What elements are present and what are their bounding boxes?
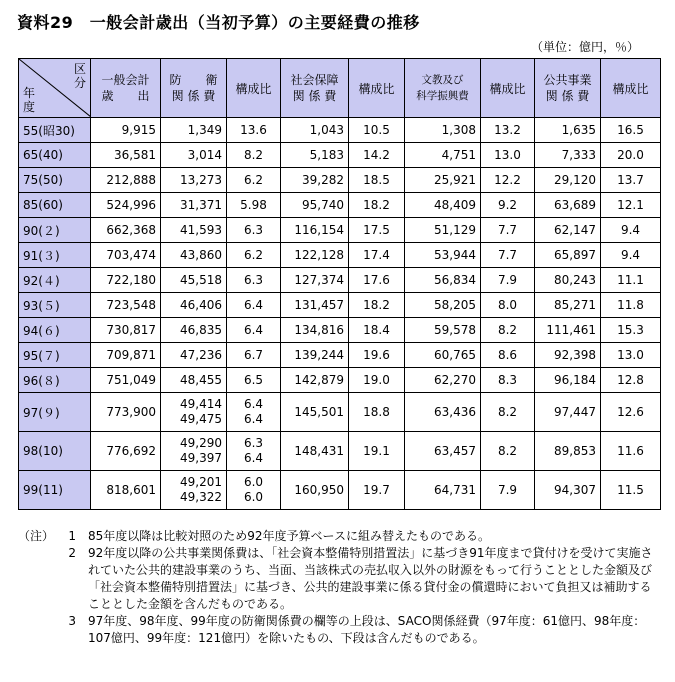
table-row <box>19 318 661 343</box>
public-works-cell: 97,447 <box>535 393 601 432</box>
header-year-label: 年 度 <box>23 86 36 114</box>
defense-ratio-cell-line: 6.4 <box>243 451 264 465</box>
table-row <box>19 168 661 193</box>
notes-section <box>18 528 658 647</box>
defense-ratio-cell-line: 6.4 <box>243 297 264 312</box>
general-expenditure-cell: 524,996 <box>91 193 161 218</box>
social-ratio-cell: 19.7 <box>349 471 405 510</box>
defense-ratio-cell <box>227 193 281 218</box>
table-row <box>19 293 661 318</box>
general-expenditure-cell: 703,474 <box>91 243 161 268</box>
public-ratio-cell: 15.3 <box>601 318 661 343</box>
defense-cell <box>161 143 227 168</box>
social-ratio-cell: 10.5 <box>349 118 405 143</box>
social-security-cell: 95,740 <box>281 193 349 218</box>
defense-ratio-cell-line: 6.3 <box>243 272 264 287</box>
social-security-cell: 142,879 <box>281 368 349 393</box>
defense-ratio-cell <box>227 393 281 432</box>
year-cell: 99(11) <box>19 471 91 510</box>
public-works-cell: 63,689 <box>535 193 601 218</box>
defense-cell-line: 46,406 <box>180 297 222 312</box>
defense-ratio-cell <box>227 268 281 293</box>
education-science-cell: 59,578 <box>405 318 481 343</box>
table-row <box>19 343 661 368</box>
general-expenditure-cell: 212,888 <box>91 168 161 193</box>
note-number: 2 <box>68 546 76 560</box>
defense-cell-line: 1,349 <box>187 122 222 137</box>
social-security-cell: 131,457 <box>281 293 349 318</box>
defense-cell <box>161 268 227 293</box>
defense-ratio-cell <box>227 318 281 343</box>
defense-ratio-cell-line: 6.0 <box>243 475 264 489</box>
general-expenditure-cell: 723,548 <box>91 293 161 318</box>
header-general-expenditure: 一般会計 歳 出 <box>91 59 161 118</box>
table-row <box>19 143 661 168</box>
year-cell: 75(50) <box>19 168 91 193</box>
social-ratio-cell: 18.4 <box>349 318 405 343</box>
table-row <box>19 471 661 510</box>
header-defense-ratio: 構成比 <box>227 59 281 118</box>
public-ratio-cell: 12.6 <box>601 393 661 432</box>
table-row <box>19 368 661 393</box>
social-ratio-cell: 19.0 <box>349 368 405 393</box>
social-ratio-cell: 14.2 <box>349 143 405 168</box>
defense-ratio-cell <box>227 218 281 243</box>
social-ratio-cell: 17.4 <box>349 243 405 268</box>
note-item <box>18 545 658 613</box>
social-ratio-cell: 18.5 <box>349 168 405 193</box>
general-expenditure-cell: 818,601 <box>91 471 161 510</box>
note-text: 92年度以降の公共事業関係費は、「社会資本整備特別措置法」に基づき91年度まで貸付けを受けて実施されていた公共的建設事業のうち、当面、当該株式の売払収入以外の財源をもって行うこととした金額及び「社会資本整備特別措置法」に基づき、公共的建設事業に係る貸付金の償還時において負担又は補助することとした金額を含んだものである。 <box>88 546 653 611</box>
defense-cell-line: 3,014 <box>187 147 222 162</box>
defense-cell-line: 49,290 <box>180 436 222 450</box>
social-ratio-cell: 18.8 <box>349 393 405 432</box>
note-number: 1 <box>68 529 76 543</box>
education-science-cell: 63,436 <box>405 393 481 432</box>
defense-ratio-cell-line: 6.7 <box>243 347 264 362</box>
defense-ratio-cell-line: 8.2 <box>243 147 264 162</box>
social-security-cell: 122,128 <box>281 243 349 268</box>
table-row <box>19 243 661 268</box>
defense-cell <box>161 318 227 343</box>
general-expenditure-cell: 773,900 <box>91 393 161 432</box>
defense-ratio-cell-line: 6.4 <box>243 412 264 426</box>
table-row <box>19 268 661 293</box>
header-defense: 防 衛 関 係 費 <box>161 59 227 118</box>
header-corner <box>19 59 91 118</box>
defense-cell <box>161 432 227 471</box>
general-expenditure-cell: 662,368 <box>91 218 161 243</box>
defense-cell <box>161 193 227 218</box>
defense-ratio-cell-line: 6.0 <box>243 490 264 504</box>
defense-cell <box>161 393 227 432</box>
defense-cell <box>161 368 227 393</box>
public-works-cell: 65,897 <box>535 243 601 268</box>
social-security-cell: 148,431 <box>281 432 349 471</box>
defense-ratio-cell <box>227 471 281 510</box>
defense-ratio-cell <box>227 368 281 393</box>
year-cell: 96(８) <box>19 368 91 393</box>
defense-cell-line: 49,475 <box>180 412 222 426</box>
social-security-cell: 39,282 <box>281 168 349 193</box>
defense-ratio-cell <box>227 143 281 168</box>
social-security-cell: 116,154 <box>281 218 349 243</box>
defense-cell-line: 48,455 <box>180 372 222 387</box>
defense-cell <box>161 168 227 193</box>
public-works-cell: 7,333 <box>535 143 601 168</box>
defense-ratio-cell <box>227 168 281 193</box>
general-expenditure-cell: 709,871 <box>91 343 161 368</box>
social-security-cell: 145,501 <box>281 393 349 432</box>
education-ratio-cell: 8.2 <box>481 432 535 471</box>
year-cell: 95(７) <box>19 343 91 368</box>
defense-cell-line: 31,371 <box>180 197 222 212</box>
defense-cell <box>161 293 227 318</box>
defense-cell <box>161 343 227 368</box>
defense-cell-line: 41,593 <box>180 222 222 237</box>
education-ratio-cell: 7.9 <box>481 268 535 293</box>
header-social-ratio: 構成比 <box>349 59 405 118</box>
education-ratio-cell: 13.0 <box>481 143 535 168</box>
public-works-cell: 1,635 <box>535 118 601 143</box>
header-public-ratio: 構成比 <box>601 59 661 118</box>
year-cell: 93(５) <box>19 293 91 318</box>
social-ratio-cell: 17.6 <box>349 268 405 293</box>
general-expenditure-cell: 730,817 <box>91 318 161 343</box>
education-ratio-cell: 8.2 <box>481 318 535 343</box>
defense-cell-line: 47,236 <box>180 347 222 362</box>
note-text: 97年度、98年度、99年度の防衛関係費の欄等の上段は、SACO関係経費（97年度：61億円、98年度：107億円、99年度：121億円）を除いたもの、下段は含んだものである。 <box>88 614 646 645</box>
education-science-cell: 25,921 <box>405 168 481 193</box>
year-cell: 85(60) <box>19 193 91 218</box>
public-ratio-cell: 9.4 <box>601 218 661 243</box>
public-works-cell: 89,853 <box>535 432 601 471</box>
public-ratio-cell: 12.8 <box>601 368 661 393</box>
education-ratio-cell: 8.6 <box>481 343 535 368</box>
header-education-ratio: 構成比 <box>481 59 535 118</box>
education-ratio-cell: 7.7 <box>481 243 535 268</box>
social-security-cell: 139,244 <box>281 343 349 368</box>
table-row <box>19 393 661 432</box>
defense-cell-line: 45,518 <box>180 272 222 287</box>
defense-ratio-cell <box>227 118 281 143</box>
public-ratio-cell: 11.8 <box>601 293 661 318</box>
public-ratio-cell: 11.1 <box>601 268 661 293</box>
header-public-works: 公共事業 関 係 費 <box>535 59 601 118</box>
social-ratio-cell: 19.1 <box>349 432 405 471</box>
social-security-cell: 160,950 <box>281 471 349 510</box>
year-cell: 65(40) <box>19 143 91 168</box>
public-works-cell: 62,147 <box>535 218 601 243</box>
public-ratio-cell: 12.1 <box>601 193 661 218</box>
social-ratio-cell: 18.2 <box>349 193 405 218</box>
education-science-cell: 64,731 <box>405 471 481 510</box>
defense-cell <box>161 471 227 510</box>
public-ratio-cell: 16.5 <box>601 118 661 143</box>
defense-ratio-cell <box>227 432 281 471</box>
defense-ratio-cell-line: 6.5 <box>243 372 264 387</box>
education-science-cell: 60,765 <box>405 343 481 368</box>
education-science-cell: 48,409 <box>405 193 481 218</box>
header-social-security: 社会保障 関 係 費 <box>281 59 349 118</box>
public-works-cell: 111,461 <box>535 318 601 343</box>
defense-ratio-cell-line: 5.98 <box>240 197 267 212</box>
social-security-cell: 127,374 <box>281 268 349 293</box>
header-category-label: 区 分 <box>73 62 86 90</box>
defense-cell <box>161 118 227 143</box>
year-cell: 92(４) <box>19 268 91 293</box>
general-expenditure-cell: 751,049 <box>91 368 161 393</box>
education-science-cell: 51,129 <box>405 218 481 243</box>
page-title: 資料29 一般会計歳出（当初予算）の主要経費の推移 <box>17 13 420 32</box>
unit-label: （単位：億円，％） <box>530 40 639 54</box>
note-text: 85年度以降は比較対照のため92年度予算ベースに組み替えたものである。 <box>88 529 490 543</box>
social-ratio-cell: 18.2 <box>349 293 405 318</box>
notes-label: （注） <box>18 529 55 543</box>
defense-cell-line: 49,201 <box>180 475 222 489</box>
education-ratio-cell: 13.2 <box>481 118 535 143</box>
education-ratio-cell: 7.7 <box>481 218 535 243</box>
social-ratio-cell: 19.6 <box>349 343 405 368</box>
year-cell: 55(昭30) <box>19 118 91 143</box>
education-ratio-cell: 7.9 <box>481 471 535 510</box>
social-security-cell: 1,043 <box>281 118 349 143</box>
table-row <box>19 218 661 243</box>
social-security-cell: 5,183 <box>281 143 349 168</box>
defense-ratio-cell-line: 6.4 <box>243 397 264 411</box>
table-row <box>19 118 661 143</box>
defense-ratio-cell-line: 6.3 <box>243 436 264 450</box>
defense-ratio-cell <box>227 293 281 318</box>
year-cell: 98(10) <box>19 432 91 471</box>
defense-cell-line: 49,414 <box>180 397 222 411</box>
defense-cell <box>161 243 227 268</box>
defense-cell-line: 13,273 <box>180 172 222 187</box>
public-works-cell: 92,398 <box>535 343 601 368</box>
public-works-cell: 29,120 <box>535 168 601 193</box>
education-science-cell: 56,834 <box>405 268 481 293</box>
public-ratio-cell: 13.0 <box>601 343 661 368</box>
defense-cell-line: 43,860 <box>180 247 222 262</box>
defense-cell-line: 49,322 <box>180 490 222 504</box>
education-science-cell: 63,457 <box>405 432 481 471</box>
public-ratio-cell: 13.7 <box>601 168 661 193</box>
education-science-cell: 4,751 <box>405 143 481 168</box>
table-row <box>19 193 661 218</box>
header-education-science: 文教及び 科学振興費 <box>405 59 481 118</box>
defense-ratio-cell-line: 6.2 <box>243 172 264 187</box>
defense-ratio-cell <box>227 243 281 268</box>
public-ratio-cell: 11.5 <box>601 471 661 510</box>
general-expenditure-cell: 776,692 <box>91 432 161 471</box>
education-ratio-cell: 9.2 <box>481 193 535 218</box>
note-item <box>18 613 658 647</box>
social-ratio-cell: 17.5 <box>349 218 405 243</box>
year-cell: 97(９) <box>19 393 91 432</box>
year-cell: 94(６) <box>19 318 91 343</box>
education-ratio-cell: 12.2 <box>481 168 535 193</box>
public-works-cell: 94,307 <box>535 471 601 510</box>
header-row <box>19 59 661 118</box>
defense-ratio-cell-line: 13.6 <box>240 122 267 137</box>
education-science-cell: 58,205 <box>405 293 481 318</box>
expenditure-table <box>18 58 661 510</box>
table-row <box>19 432 661 471</box>
education-science-cell: 53,944 <box>405 243 481 268</box>
public-works-cell: 85,271 <box>535 293 601 318</box>
defense-cell <box>161 218 227 243</box>
education-science-cell: 1,308 <box>405 118 481 143</box>
general-expenditure-cell: 722,180 <box>91 268 161 293</box>
note-item <box>18 528 658 545</box>
defense-ratio-cell-line: 6.4 <box>243 322 264 337</box>
education-ratio-cell: 8.3 <box>481 368 535 393</box>
public-ratio-cell: 9.4 <box>601 243 661 268</box>
defense-cell-line: 46,835 <box>180 322 222 337</box>
note-number: 3 <box>68 614 76 628</box>
general-expenditure-cell: 9,915 <box>91 118 161 143</box>
public-ratio-cell: 11.6 <box>601 432 661 471</box>
defense-ratio-cell-line: 6.2 <box>243 247 264 262</box>
public-works-cell: 80,243 <box>535 268 601 293</box>
social-security-cell: 134,816 <box>281 318 349 343</box>
education-ratio-cell: 8.2 <box>481 393 535 432</box>
year-cell: 90(２) <box>19 218 91 243</box>
defense-ratio-cell-line: 6.3 <box>243 222 264 237</box>
public-works-cell: 96,184 <box>535 368 601 393</box>
education-science-cell: 62,270 <box>405 368 481 393</box>
education-ratio-cell: 8.0 <box>481 293 535 318</box>
public-ratio-cell: 20.0 <box>601 143 661 168</box>
general-expenditure-cell: 36,581 <box>91 143 161 168</box>
year-cell: 91(３) <box>19 243 91 268</box>
defense-cell-line: 49,397 <box>180 451 222 465</box>
defense-ratio-cell <box>227 343 281 368</box>
